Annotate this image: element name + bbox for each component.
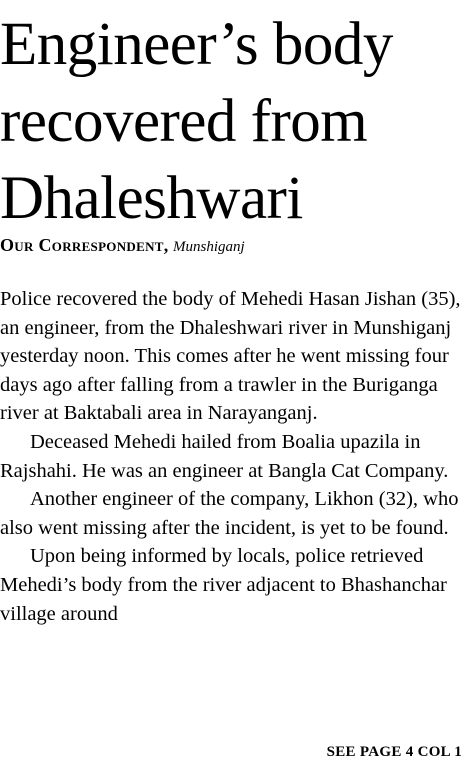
article-body [0,285,464,628]
paragraph: Upon being informed by locals, police retrieved Mehedi’s body from the river adjacent to Bhashanchar village around [0,545,447,625]
byline-author: Our Correspondent, [0,235,169,255]
byline [0,234,245,258]
continued-on-page-note: SEE PAGE 4 COL 1 [326,744,462,760]
headline-line: recovered from [0,88,368,155]
byline-location: Munshiganj [173,239,245,255]
headline-line: Dhaleshwari [0,165,303,232]
article-headline [0,6,464,237]
paragraph: Another engineer of the company, Likhon (32), who also went missing after the incident, is yet to be found. [0,488,459,539]
headline-line: Engineer’s body [0,11,393,78]
paragraph: Deceased Mehedi hailed from Boalia upazila in Rajshahi. He was an engineer at Bangla Cat Company. [0,430,449,482]
paragraph: Police recovered the body of Mehedi Hasan Jishan (35), an engineer, from the Dhaleshwari river in Munshiganj yesterday noon. This comes after he went missing four days ago after falling from a trawler in the Buriganga river at Baktabali area in Narayanganj. [0,288,461,425]
